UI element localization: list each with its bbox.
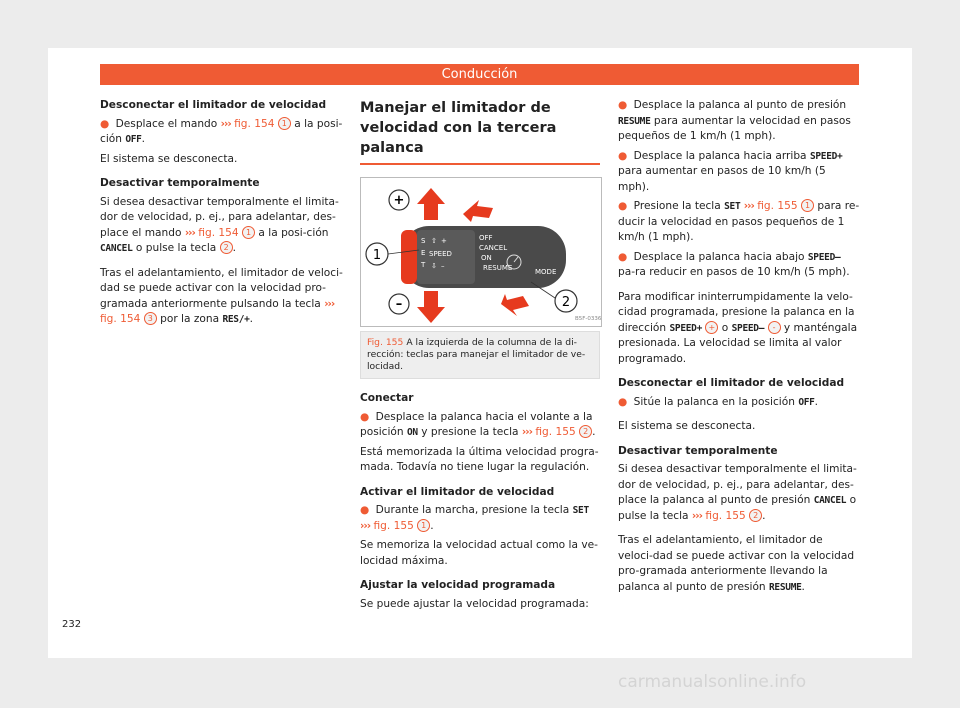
figure-code: B5F-0336 — [575, 316, 601, 322]
minus-symbol: - — [768, 321, 781, 334]
arrow-toward-icon — [463, 200, 493, 222]
arrow-away-icon — [501, 294, 529, 316]
callout-number: 1 — [242, 226, 255, 239]
figure-lever — [360, 177, 602, 327]
paragraph: El sistema se desconecta. — [618, 420, 756, 432]
label-minus: – — [441, 262, 445, 270]
bullet-set: ● Presione la tecla SET ››› fig. 155 1 para re-ducir la velocidad en pasos pequeños de 1 km/h (1 mph). — [618, 200, 860, 243]
key-label: RESUME — [618, 115, 651, 127]
label-plus: + — [441, 237, 447, 245]
fig-ref[interactable]: fig. 155 — [373, 519, 414, 532]
key-label: SPEED– — [731, 322, 765, 334]
lever-illustration — [361, 178, 601, 326]
paragraph: Se puede ajustar la velocidad programada: — [360, 597, 589, 610]
paragraph: Está memorizada la última velocidad progra-mada. Todavía no tiene lugar la regulación. — [360, 445, 599, 473]
fig-ref[interactable]: fig. 154 — [234, 117, 275, 130]
key-label: SET — [724, 201, 741, 212]
callout-number: 2 — [749, 509, 762, 522]
label-cancel: CANCEL — [479, 244, 508, 252]
label-on: ON — [481, 254, 492, 262]
plus-label: + — [393, 193, 405, 208]
subheading-desconectar: Desconectar el limitador de velocidad — [100, 99, 327, 111]
callout-number: 3 — [144, 312, 157, 325]
bullet-speed-minus: ● Desplace la palanca hacia abajo SPEED– pa-ra reducir en pasos de 10 km/h (5 mph). — [618, 250, 850, 278]
subheading-ajustar: Ajustar la velocidad programada — [360, 579, 556, 591]
callout-number: 2 — [579, 425, 592, 438]
column-3 — [618, 98, 860, 604]
minus-label: – — [395, 297, 403, 312]
up-small-icon: ⇧ — [431, 237, 437, 245]
lever-tip — [401, 230, 417, 284]
down-small-icon: ⇩ — [431, 262, 437, 270]
label-off: OFF — [479, 234, 493, 242]
bullet-resume: ● Desplace la palanca al punto de presión RESUME para aumentar la velocidad en pasos pequeños de 1 km/h (1 mph). — [618, 99, 851, 142]
key-label: SPEED– — [807, 251, 841, 263]
subheading-desconectar: Desconectar el limitador de velocidad — [618, 377, 845, 389]
subheading-desactivar: Desactivar temporalmente — [100, 177, 260, 189]
section-heading: Manejar el limitador de velocidad con la tercera palanca — [360, 98, 600, 165]
section-header: Conducción — [100, 64, 859, 85]
figure-caption: Fig. 155 A la izquierda de la columna de la di-rección: teclas para manejar el limitador de ve-locidad. — [360, 331, 600, 379]
label-resume: RESUME — [483, 264, 513, 272]
column-2 — [360, 98, 600, 621]
key-label: SPEED+ — [669, 322, 703, 334]
fig-ref[interactable]: fig. 155 — [757, 200, 798, 212]
paragraph: Para modificar ininterrumpidamente la velo-cidad programada, presione la palanca en la dirección SPEED+ + o SPEED– - y manténgala presionada. La velocidad se limita al valor programado. — [618, 290, 858, 365]
subheading-activar: Activar el limitador de velocidad — [360, 485, 555, 498]
key-label: SPEED+ — [809, 150, 843, 162]
key-label: RESUME — [769, 581, 802, 593]
callout-number: 2 — [220, 241, 233, 254]
bullet-speed-plus: ● Desplace la palanca hacia arriba SPEED+ para aumentar en pasos de 10 km/h (5 mph). — [618, 149, 843, 193]
bullet-desplace-mando: ● Desplace el mando ››› fig. 154 1 a la posi-ción OFF. — [100, 117, 343, 145]
bullet-off: ● Sitúe la palanca en la posición OFF. — [618, 395, 818, 408]
column-1 — [100, 98, 352, 337]
paragraph: Se memoriza la velocidad actual como la ve-locidad máxima. — [360, 539, 598, 567]
key-label: CANCEL — [813, 495, 847, 506]
bullet-activar: ● Durante la marcha, presione la tecla SET ››› fig. 155 1 . — [360, 504, 589, 532]
bullet-conectar: ● Desplace la palanca hacia el volante a la posición ON y presione la tecla ››› fig. 155 2 . — [360, 410, 596, 438]
paragraph: El sistema se desconecta. — [100, 152, 238, 165]
paragraph: Si desea desactivar temporalmente el limita-dor de velocidad, p. ej., para adelantar, des-place la palanca al punto de presión CANCEL o pulse la tecla ››› fig. 155 2 . — [618, 463, 857, 522]
key-label: CANCEL — [100, 243, 133, 254]
fig-ref[interactable]: fig. 155 — [535, 426, 576, 438]
label-t: T — [421, 261, 426, 269]
key-label: SET — [572, 505, 589, 516]
key-label: RES/+ — [222, 314, 250, 325]
subheading-conectar: Conectar — [360, 392, 414, 404]
callout-number: 1 — [801, 199, 814, 212]
bullet-dot: ● — [100, 117, 110, 130]
label-s: S — [421, 237, 426, 245]
key-label: OFF — [798, 396, 815, 408]
paragraph: Tras el adelantamiento, el limitador de veloci-dad se puede activar con la velocidad pro-gramada anteriormente pulsando la tecla ››› fig. 154 3 por la zona RES/+. — [100, 266, 343, 325]
watermark: carmanualsonline.info — [618, 672, 807, 692]
fig-ref[interactable]: fig. 154 — [198, 226, 239, 239]
callout-number: 1 — [417, 519, 430, 532]
plus-symbol: + — [705, 321, 718, 334]
fig-ref[interactable]: fig. 154 — [100, 313, 141, 325]
label-speed: SPEED — [429, 250, 452, 258]
key-label: ON — [407, 427, 418, 438]
callout-2-label: 2 — [561, 295, 571, 310]
label-e: E — [421, 249, 426, 257]
callout-1-label: 1 — [372, 248, 382, 263]
callout-number: 1 — [278, 117, 291, 130]
paragraph: Tras el adelantamiento, el limitador de veloci-dad se puede activar con la velocidad pro-gramada anteriormente llevando la palanca al punto de presión RESUME. — [618, 534, 855, 593]
label-mode: MODE — [535, 268, 557, 276]
paragraph: Si desea desactivar temporalmente el limita-dor de velocidad, p. ej., para adelantar, des-place el mando ››› fig. 154 1 a la posi-ción CANCEL o pulse la tecla 2 . — [100, 195, 339, 254]
arrow-down-icon — [417, 291, 445, 323]
subheading-desactivar: Desactivar temporalmente — [618, 444, 778, 457]
arrow-up-icon — [417, 188, 445, 220]
key-label: OFF — [125, 134, 142, 145]
page-number: 232 — [62, 619, 82, 630]
fig-ref[interactable]: fig. 155 — [705, 509, 746, 522]
